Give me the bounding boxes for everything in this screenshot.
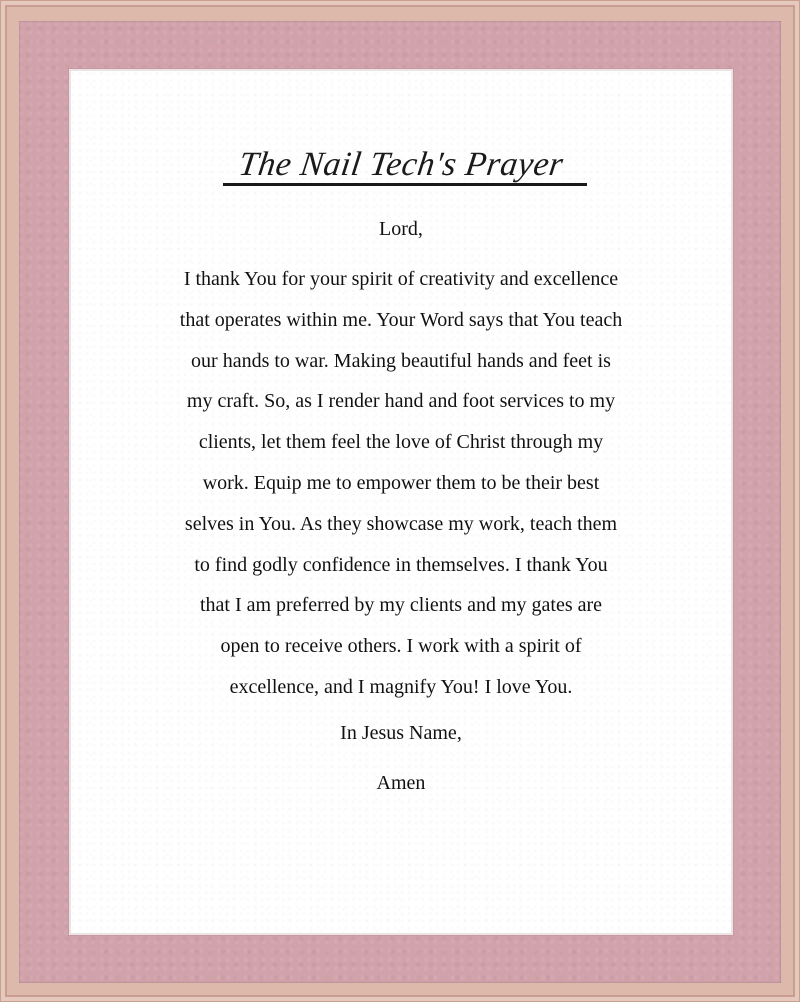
prayer-amen: Amen xyxy=(376,772,426,794)
body-line: that I am preferred by my clients and my gates are xyxy=(199,594,603,617)
prayer-closing: In Jesus Name, xyxy=(340,722,462,744)
body-line: I thank You for your spirit of creativity and excellence xyxy=(183,268,619,290)
body-line: clients, let them feel the love of Christ through my xyxy=(198,431,604,454)
body-line: excellence, and I magnify You! I love You. xyxy=(229,675,573,698)
prayer-body xyxy=(71,267,731,716)
body-line: my craft. So, as I render hand and foot services to my xyxy=(186,390,616,413)
prayer-paper xyxy=(69,69,733,935)
title-underline xyxy=(223,183,587,186)
body-line: work. Equip me to empower them to be their best xyxy=(202,471,600,494)
body-line: our hands to war. Making beautiful hands and feet is xyxy=(191,349,611,372)
prayer-greeting: Lord, xyxy=(379,218,423,240)
body-line: selves in You. As they showcase my work, teach them xyxy=(184,512,618,535)
title-block xyxy=(71,145,731,185)
prayer-title: The Nail Tech's Prayer xyxy=(236,146,566,183)
body-line: open to receive others. I work with a spirit of xyxy=(220,635,582,658)
body-line: to find godly confidence in themselves. I thank You xyxy=(194,553,608,576)
body-line: that operates within me. Your Word says that You teach xyxy=(179,308,623,331)
